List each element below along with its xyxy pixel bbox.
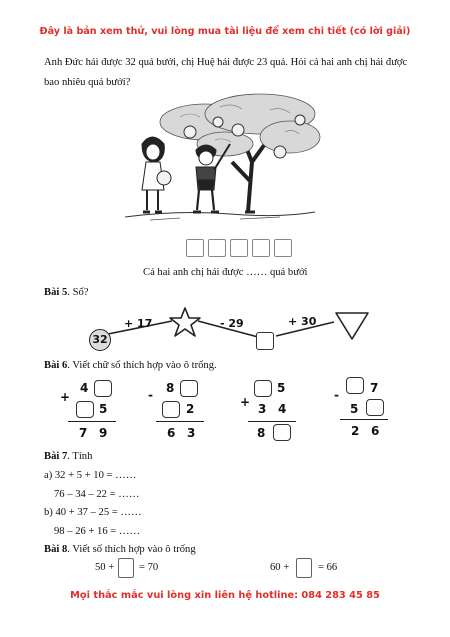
- bai6-p4-top-box[interactable]: [346, 377, 364, 394]
- bai7-instruction: . Tính: [67, 451, 93, 462]
- bai5-star-shape: [170, 308, 200, 336]
- bai6-p3-mid-b: 4: [278, 402, 287, 416]
- bai8-label: Bài 8: [44, 544, 68, 555]
- bai6-p1-sign: +: [60, 390, 71, 404]
- problem-text-line2: bao nhiêu quả bưởi?: [44, 77, 131, 88]
- bai6-p2-res-a: 6: [167, 426, 176, 440]
- bai5-op1: + 17: [124, 317, 153, 330]
- bai6-p3-top-digit: 5: [277, 381, 286, 395]
- bai5-start-value: 32: [92, 333, 108, 346]
- bai6-p3-top-box[interactable]: [254, 380, 272, 397]
- bai6-p3-mid-a: 3: [258, 402, 267, 416]
- bai5-label: Bài 5: [44, 287, 68, 298]
- bai6-p1-line: [68, 421, 116, 422]
- problem-text-line1: Anh Đức hái được 32 quả bưởi, chị Huệ hái được 23 quả. Hỏi cả hai anh chị hái được: [44, 57, 408, 68]
- bai6-p4-mid-box[interactable]: [366, 399, 384, 416]
- bai5-start-circle: [89, 329, 111, 351]
- bai5-instruction: . Số?: [67, 287, 89, 298]
- bai6-p1-res-a: 7: [79, 426, 88, 440]
- bai8-eq2-right: = 66: [318, 562, 338, 573]
- hotline-notice: Mọi thắc mắc vui lòng xin liên hệ hotline: 084 283 45 85: [70, 590, 380, 601]
- bai6-p2-line: [156, 421, 204, 422]
- bai7-a2: 76 – 34 – 22 = ……: [54, 489, 140, 500]
- bai8-eq2-left: 60 +: [270, 562, 290, 573]
- bai5-answer-box[interactable]: [256, 332, 274, 350]
- bai6-p2-mid-digit: 2: [186, 402, 195, 416]
- bai6-p1-top-digit: 4: [80, 381, 89, 395]
- bai6-label: Bài 6: [44, 360, 68, 371]
- bai8-eq1-right: = 70: [139, 562, 159, 573]
- bai6-p4-top-digit: 7: [370, 381, 379, 395]
- preview-notice: Đây là bản xem thử, vui lòng mua tài liệu để xem chi tiết (có lời giải): [39, 26, 411, 37]
- bai6-p4-line: [340, 419, 388, 420]
- bai7-label: Bài 7: [44, 451, 68, 462]
- bai8-eq1-box[interactable]: [118, 558, 134, 578]
- bai7-heading: [44, 452, 92, 463]
- bai6-instruction: . Viết chữ số thích hợp vào ô trống.: [67, 360, 217, 371]
- bai6-p3-res-box[interactable]: [273, 424, 291, 441]
- bai8-eq2-box[interactable]: [296, 558, 312, 578]
- bai5-triangle-shape: [336, 313, 368, 339]
- bai6-p4-res-a: 2: [351, 424, 360, 438]
- bai7-a1: a) 32 + 5 + 10 = ……: [44, 470, 137, 481]
- bai6-p3-sign: +: [240, 395, 251, 409]
- bai6-p2-res-b: 3: [187, 426, 196, 440]
- bai6-p2-top-digit: 8: [166, 381, 175, 395]
- bai6-p1-mid-digit: 5: [99, 402, 108, 416]
- bai6-p4-sign: -: [334, 388, 339, 402]
- bai6-p3-line: [248, 421, 296, 422]
- bai5-op2: - 29: [220, 317, 244, 330]
- bai6-p1-res-b: 9: [99, 426, 108, 440]
- bai6-p4-mid-digit: 5: [350, 402, 359, 416]
- bai8-instruction: . Viết số thích hợp vào ô trống: [67, 544, 196, 555]
- bai6-p4-res-b: 6: [371, 424, 380, 438]
- bai6-p2-top-box[interactable]: [180, 380, 198, 397]
- bai6-p3-res: 8: [257, 426, 266, 440]
- bai5-op3: + 30: [288, 315, 317, 328]
- bai8-heading: [44, 545, 196, 556]
- answer-sentence: Cả hai anh chị hái được …… quả bưởi: [143, 267, 308, 278]
- bai6-p2-sign: -: [148, 388, 153, 402]
- bai6-p1-top-box[interactable]: [94, 380, 112, 397]
- bai7-b1: b) 40 + 37 – 25 = ……: [44, 507, 142, 518]
- bai6-p2-mid-box[interactable]: [162, 401, 180, 418]
- bai8-eq1-left: 50 +: [95, 562, 115, 573]
- bai6-heading: [44, 361, 217, 372]
- bai6-p1-mid-box[interactable]: [76, 401, 94, 418]
- bai7-b2: 98 – 26 + 16 = ……: [54, 526, 141, 537]
